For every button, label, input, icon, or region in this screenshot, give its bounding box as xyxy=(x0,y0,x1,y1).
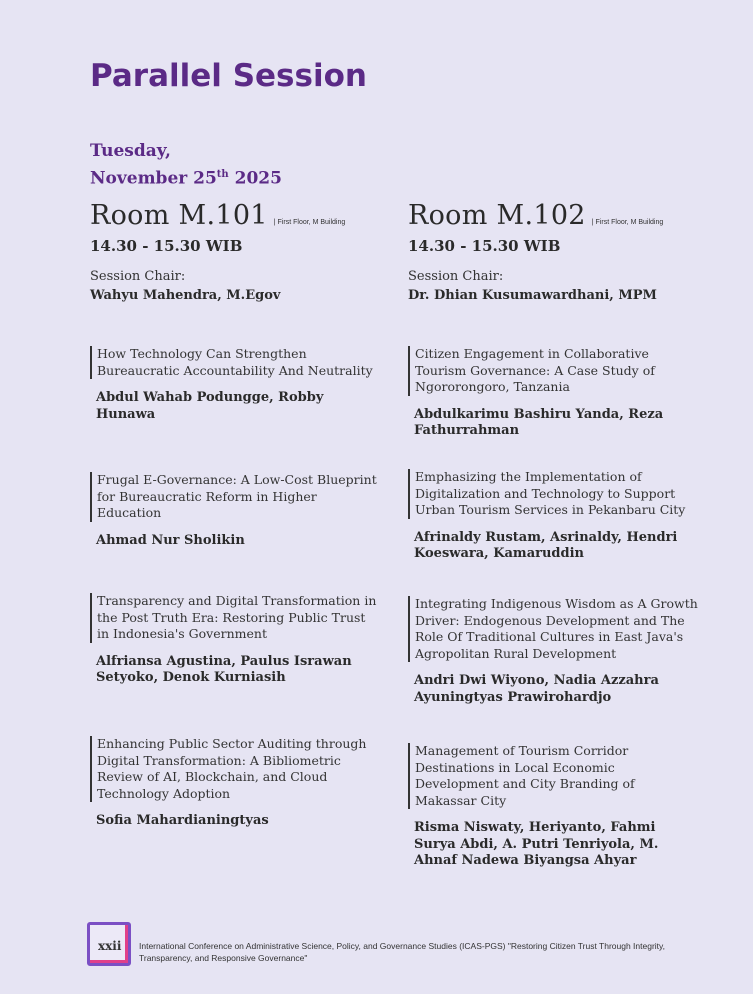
room-name: Room M.102 xyxy=(408,200,586,231)
room-header xyxy=(90,200,390,231)
room-location: | First Floor, M Building xyxy=(591,219,664,226)
paper-authors: Risma Niswaty, Heriyanto, Fahmi Surya Abdi, A. Putri Tenriyola, M. Ahnaf Nadewa Biyangsa Ahyar xyxy=(414,820,659,868)
paper-authors: Andri Dwi Wiyono, Nadia Azzahra Ayuningtyas Prawirohardjo xyxy=(414,673,659,705)
session-date xyxy=(90,140,282,191)
paper-authors: Alfriansa Agustina, Paulus Israwan Setyoko, Denok Kurniasih xyxy=(96,653,352,685)
room-location: | First Floor, M Building xyxy=(273,219,346,226)
paper-authors: Afrinaldy Rustam, Asrinaldy, Hendri Koeswara, Kamaruddin xyxy=(414,529,678,561)
room-column-m102 xyxy=(408,200,708,868)
date-day: Tuesday, xyxy=(90,141,171,161)
paper-item xyxy=(90,593,380,687)
page-title: Parallel Session xyxy=(90,58,367,94)
session-chair-name: Wahyu Mahendra, M.Egov xyxy=(90,288,281,303)
paper-item xyxy=(408,346,698,440)
paper-title: Transparency and Digital Transformation in the Post Truth Era: Restoring Public Trust in Indonesia's Government xyxy=(90,593,380,643)
paper-title: Enhancing Public Sector Auditing through Digital Transformation: A Bibliometric Review of AI, Blockchain, and Cloud Technology Adoption xyxy=(90,736,380,802)
paper-title: Integrating Indigenous Wisdom as A Growth Driver: Endogenous Development and The Role Of Traditional Cultures in East Java's Agropolitan Rural Development xyxy=(408,596,698,662)
paper-authors: Abdulkarimu Bashiru Yanda, Reza Fathurrahman xyxy=(414,406,664,438)
paper-item xyxy=(90,736,380,830)
paper-authors: Abdul Wahab Podungge, Robby Hunawa xyxy=(96,390,324,422)
paper-title: Frugal E-Governance: A Low-Cost Blueprint for Bureaucratic Reform in Higher Education xyxy=(90,472,380,522)
paper-title: Management of Tourism Corridor Destinations in Local Economic Development and City Branding of Makassar City xyxy=(408,743,698,809)
date-full: November 25th 2025 xyxy=(90,168,282,189)
paper-authors: Sofia Mahardianingtyas xyxy=(96,813,269,828)
paper-item xyxy=(408,469,698,563)
room-header xyxy=(408,200,708,231)
page-footer xyxy=(87,922,707,970)
paper-authors: Ahmad Nur Sholikin xyxy=(96,532,245,548)
paper-title: Emphasizing the Implementation of Digitalization and Technology to Support Urban Tourism Services in Pekanbaru City xyxy=(408,469,698,519)
session-chair-name: Dr. Dhian Kusumawardhani, MPM xyxy=(408,288,657,303)
conference-logo-icon xyxy=(87,922,131,966)
paper-title: Citizen Engagement in Collaborative Tourism Governance: A Case Study of Ngororongoro, Tanzania xyxy=(408,346,698,396)
room-name: Room M.101 xyxy=(90,200,268,231)
paper-item xyxy=(90,472,380,549)
paper-item xyxy=(90,346,380,423)
session-chair-label: Session Chair: xyxy=(90,269,186,284)
session-time: 14.30 - 15.30 WIB xyxy=(90,237,243,255)
session-chair-label: Session Chair: xyxy=(408,269,504,284)
paper-item xyxy=(408,596,698,706)
paper-title: How Technology Can Strengthen Bureaucratic Accountability And Neutrality xyxy=(90,346,380,379)
paper-item xyxy=(408,743,698,870)
footer-conference-text: International Conference on Administrative Science, Policy, and Governance Studies (ICAS-PGS) "Restoring Citizen Trust Through Integrity, Transparency, and Responsive Governance" xyxy=(139,941,666,963)
room-column-m101 xyxy=(90,200,390,828)
session-time: 14.30 - 15.30 WIB xyxy=(408,237,561,255)
page-number: xxii xyxy=(98,939,122,953)
